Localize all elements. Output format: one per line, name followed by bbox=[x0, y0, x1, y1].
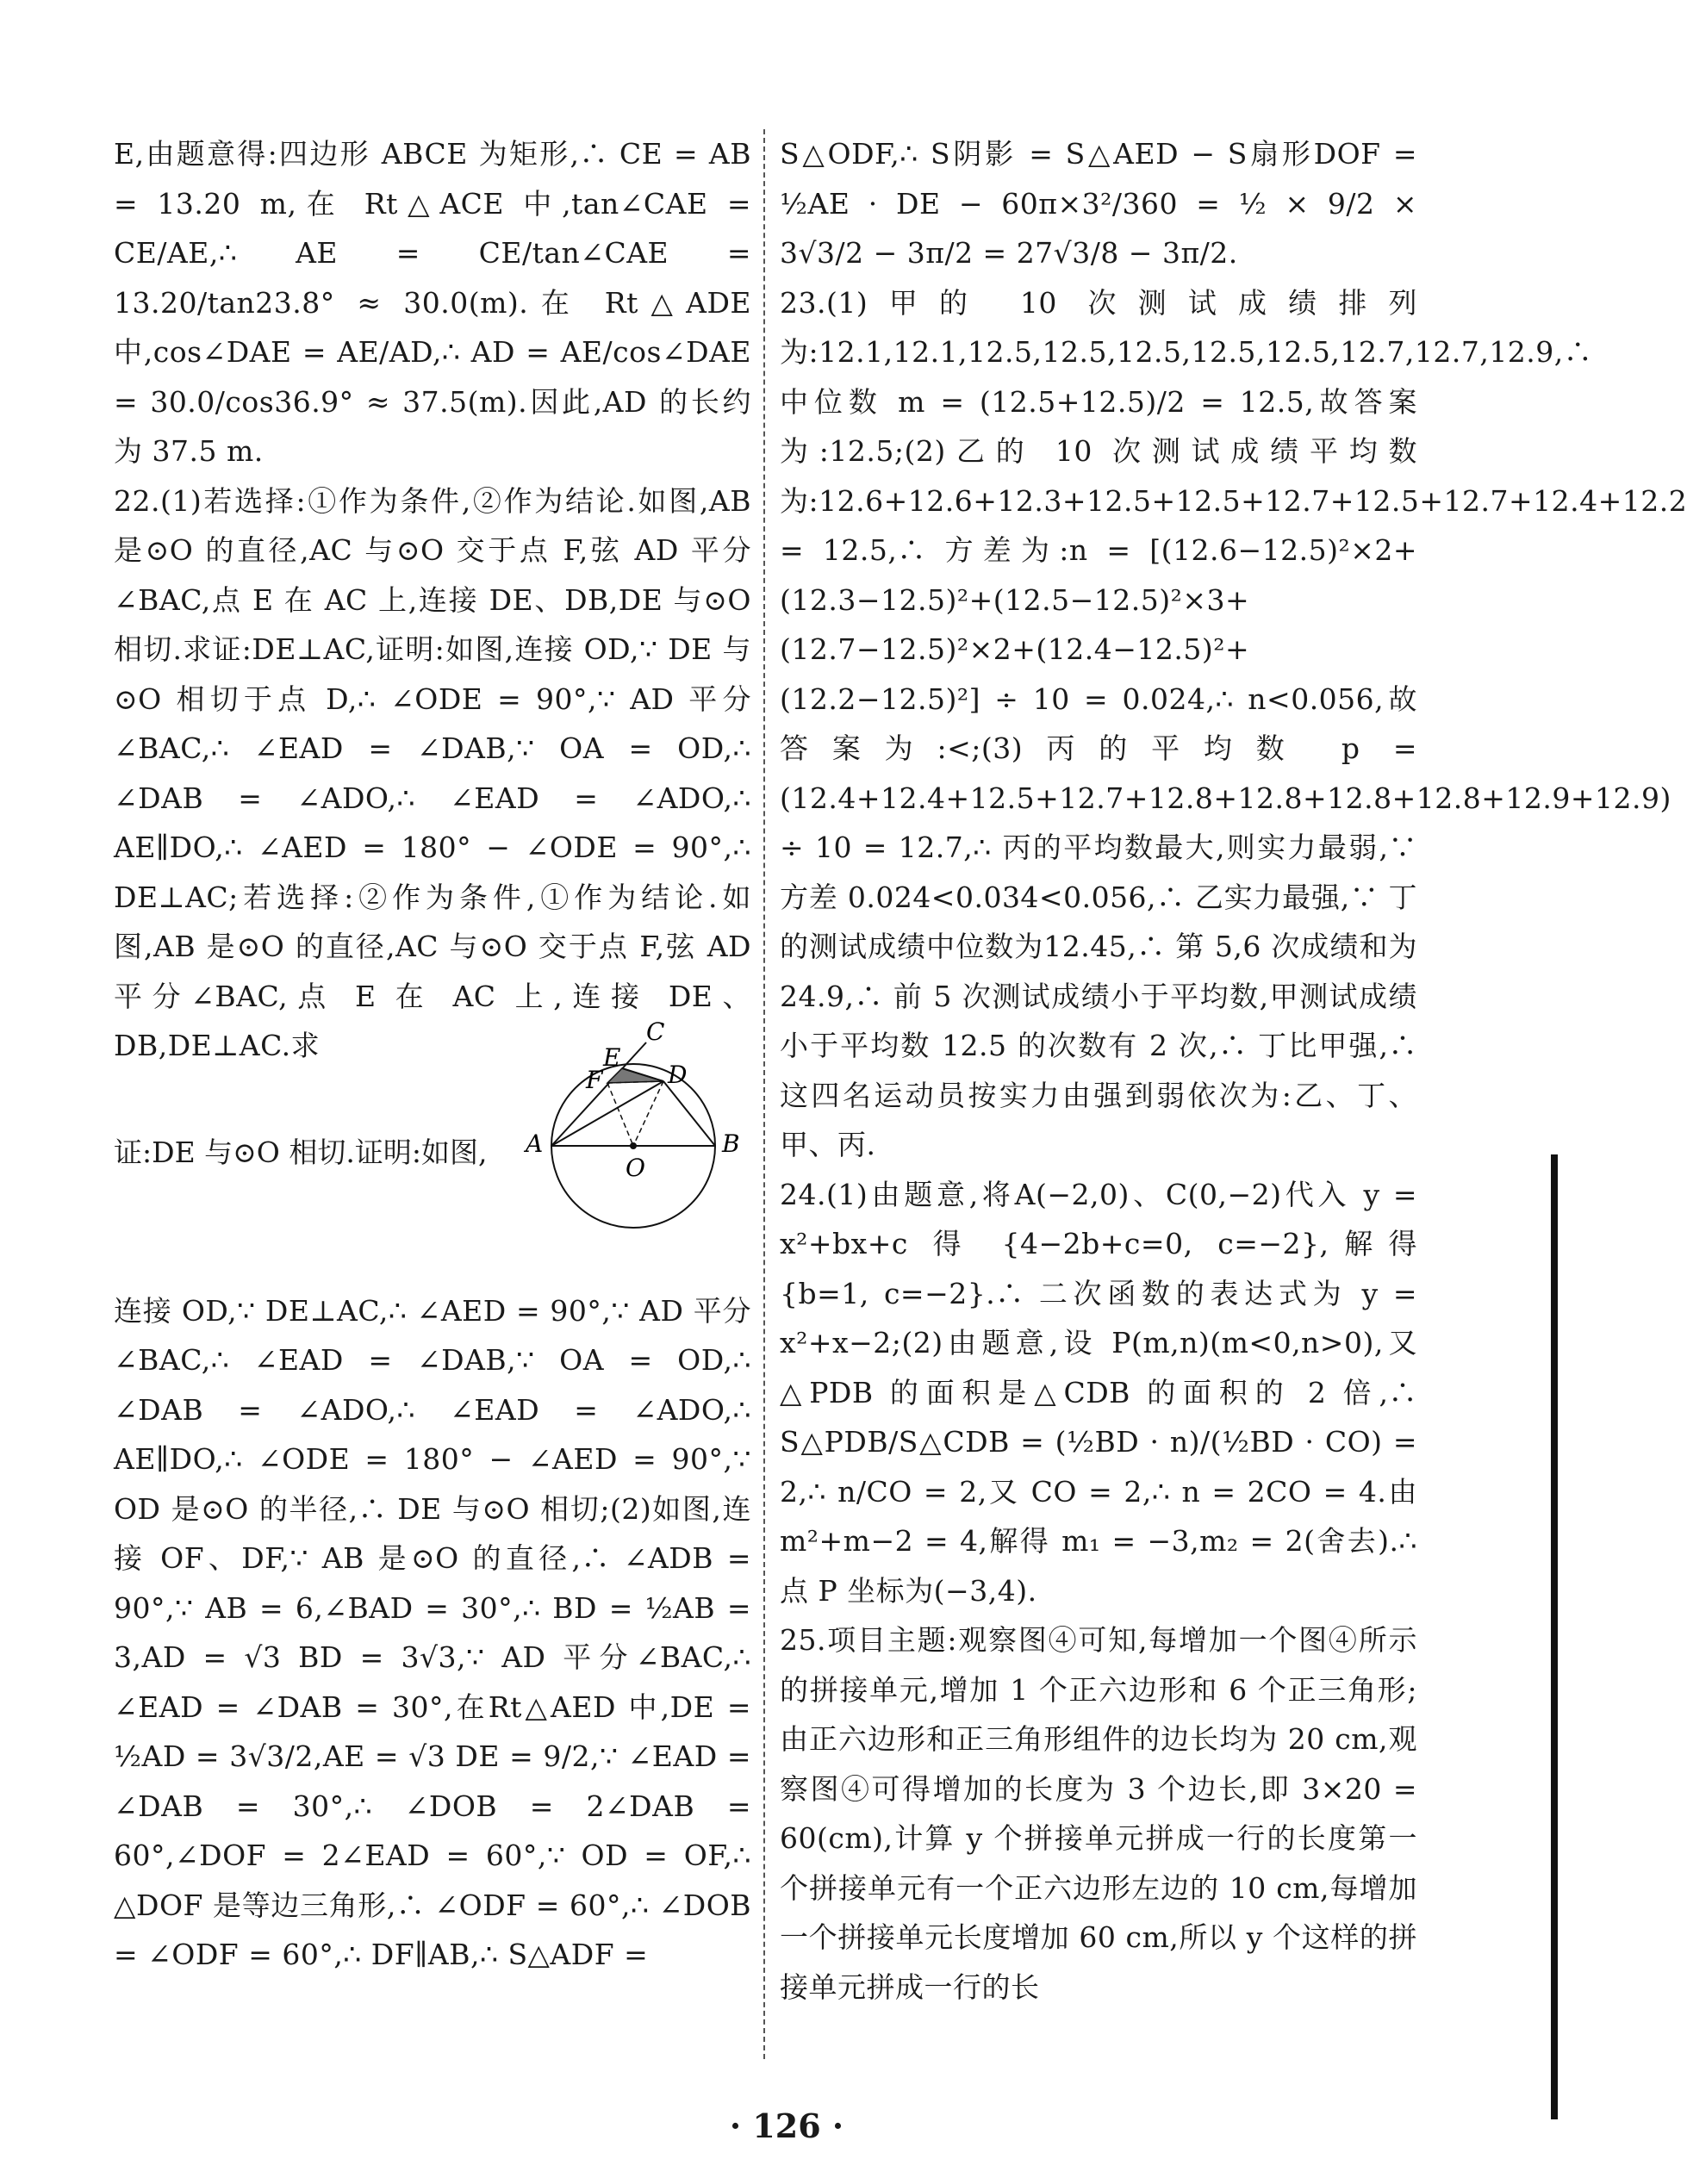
label-d: D bbox=[668, 1061, 688, 1089]
paragraph-21-end: E,由题意得:四边形 ABCE 为矩形,∴ CE = AB = 13.20 m,在 Rt△ACE 中,tan∠CAE = CE/AE,∴ AE = CE/tan∠CAE = 13.20/tan23.8° ≈ 30.0(m).在 Rt△ADE 中,cos∠DAE = AE/AD,∴ AD = AE/cos∠DAE = 30.0/cos36.9° ≈ 37.5(m).因此,AD 的长约为 37.5 m. bbox=[114, 137, 751, 468]
paragraph-23: 23.(1)甲的 10 次测试成绩排列为:12.1,12.1,12.5,12.5,12.5,12.5,12.5,12.7,12.7,12.9,∴ 中位数 m = (12.5+12.5)/2 = 12.5,故答案为:12.5;(2)乙的 10 次测试成绩平均数为:12.6+12.6+12.3+12.5+12.5+12.7+12.5+12.7+12.4+12.2 = 12.5,∴ 方差为:n = [(12.6−12.5)²×2+(12.3−12.5)²+(12.5−12.5)²×3+(12.7−12.5)²×2+(12.4−12.5)²+(12.2−12.5)²] ÷ 10 = 0.024,∴ n<0.056,故答案为:<;(3)丙的平均数 p = (12.4+12.4+12.5+12.7+12.8+12.8+12.8+12.8+12.9+12.9) ÷ 10 = 12.7,∴ 丙的平均数最大,则实力最弱,∵ 方差 0.024<0.034<0.056,∴ 乙实力最强,∵ 丁的测试成绩中位数为12.45,∴ 第 5,6 次成绩和为 24.9,∴ 前 5 次测试成绩小于平均数,甲测试成绩小于平均数 12.5 的次数有 2 次,∴ 丁比甲强,∴ 这四名运动员按实力由强到弱依次为:乙、丁、甲、丙. bbox=[780, 285, 1687, 1161]
geometry-figure bbox=[517, 1017, 750, 1232]
paragraph-24: 24.(1)由题意,将A(−2,0)、C(0,−2)代入 y = x²+bx+c 得 {4−2b+c=0, c=−2},解得 {b=1, c=−2}.∴ 二次函数的表达式为 y = x²+x−2;(2)由题意,设 P(m,n)(m<0,n>0),又△PDB 的面积是△CDB 的面积的 2 倍,∴ S△PDB/S△CDB = (½BD · n)/(½BD · CO) = 2,∴ n/CO = 2,又 CO = 2,∴ n = 2CO = 4.由 m²+m−2 = 4,解得 m₁ = −3,m₂ = 2(舍去).∴ 点 P 坐标为(−3,4). bbox=[780, 1177, 1417, 1608]
page-edge-bar bbox=[1551, 1154, 1558, 2119]
line-of bbox=[607, 1083, 633, 1146]
label-b: B bbox=[722, 1129, 740, 1158]
label-a: A bbox=[526, 1129, 544, 1158]
paragraph-25: 25.项目主题:观察图④可知,每增加一个图④所示的拼接单元,增加 1 个正六边形和 6 个正三角形;由正六边形和正三角形组件的边长均为 20 cm,观察图④可得增加的长度为 3 个边长,即 3×20 = 60(cm),计算 y 个拼接单元拼成一行的长度第一个拼接单元有一个正六边形左边的 10 cm,每增加一个拼接单元长度增加 60 cm,所以 y 个这样的拼接单元拼成一行的长 bbox=[780, 1623, 1417, 2004]
page-number: · 126 · bbox=[729, 2106, 844, 2145]
label-e: E bbox=[603, 1043, 621, 1072]
line-ac bbox=[551, 1042, 646, 1146]
right-column bbox=[780, 129, 1687, 2012]
center-point bbox=[630, 1142, 637, 1149]
paragraph-22-part1: 22.(1)若选择:①作为条件,②作为结论.如图,AB 是⊙O 的直径,AC 与⊙O 交于点 F,弦 AD 平分∠BAC,点 E 在 AC 上,连接 DE、DB,DE 与⊙O 相切.求证:DE⊥AC,证明:如图,连接 OD,∵ DE 与⊙O 相切于点 D,∴ ∠ODE = 90°,∵ AD 平分∠BAC,∴ ∠EAD = ∠DAB,∵ OA = OD,∴ ∠DAB = ∠ADO,∴ ∠EAD = ∠ADO,∴ AE∥DO,∴ ∠AED = 180° − ∠ODE = 90°,∴ DE⊥AC;若选择:②作为条件,①作为结论.如图,AB 是⊙O 的直径,AC 与⊙O 交于点 F,弦 AD 平分∠BAC,点 E 在 AC 上,连接 DE、DB,DE⊥AC.求 bbox=[114, 483, 751, 1062]
figure-caption: 证:DE 与⊙O 相切.证明:如图, bbox=[114, 1136, 488, 1169]
column-divider bbox=[763, 129, 765, 2059]
circle-diagram bbox=[517, 1017, 750, 1232]
line-ad bbox=[551, 1081, 663, 1146]
paragraph-22-end: S△ODF,∴ S阴影 = S△AED − S扇形DOF = ½AE · DE − 60π×3²/360 = ½ × 9/2 × 3√3/2 − 3π/2 = 27√3/8 − 3π/2. bbox=[780, 137, 1417, 270]
label-f: F bbox=[586, 1066, 603, 1094]
paragraph-22-part2: 连接 OD,∵ DE⊥AC,∴ ∠AED = 90°,∵ AD 平分∠BAC,∴ ∠EAD = ∠DAB,∵ OA = OD,∴ ∠DAB = ∠ADO,∴ ∠EAD = ∠ADO,∴ AE∥DO,∴ ∠ODE = 180° − ∠AED = 90°,∵ OD 是⊙O 的半径,∴ DE 与⊙O 相切;(2)如图,连接 OF、DF,∵ AB 是⊙O 的直径,∴ ∠ADB = 90°,∵ AB = 6,∠BAD = 30°,∴ BD = ½AB = 3,AD = √3 BD = 3√3,∵ AD 平分∠BAC,∴ ∠EAD = ∠DAB = 30°,在Rt△AED 中,DE = ½AD = 3√3/2,AE = √3 DE = 9/2,∵ ∠EAD = ∠DAB = 30°,∴ ∠DOB = 2∠DAB = 60°,∠DOF = 2∠EAD = 60°,∵ OD = OF,∴ △DOF 是等边三角形,∴ ∠ODF = 60°,∴ ∠DOB = ∠ODF = 60°,∴ DF∥AB,∴ S△ADF = bbox=[114, 1293, 751, 1971]
label-o: O bbox=[626, 1154, 645, 1182]
line-db bbox=[663, 1081, 715, 1146]
label-c: C bbox=[646, 1017, 665, 1046]
